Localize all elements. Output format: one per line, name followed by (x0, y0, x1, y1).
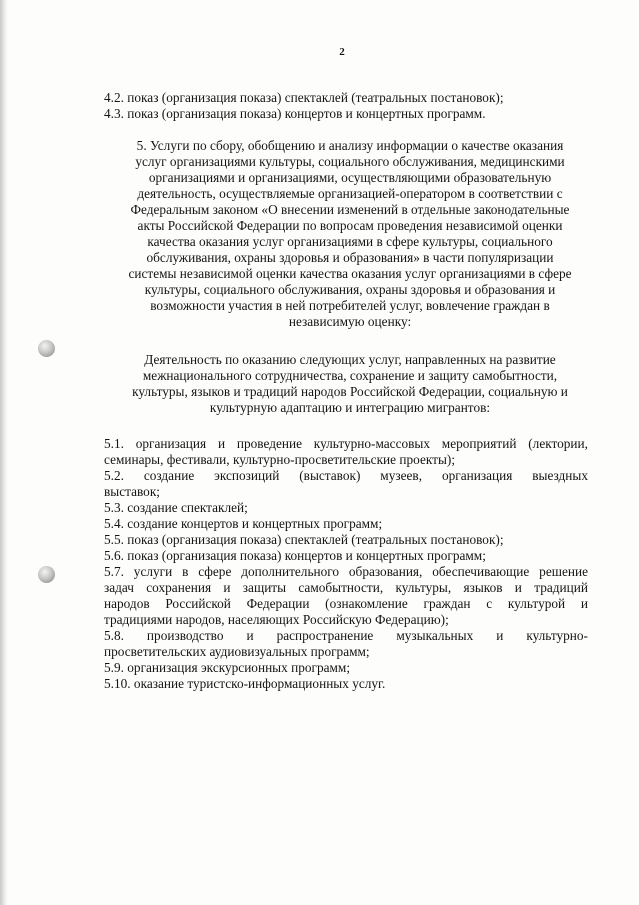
item-5-6: 5.6. показ (организация показа) концертов и концертных программ; (104, 548, 486, 563)
punch-hole-mark (38, 566, 55, 583)
section-5-heading-line: качества оказания услуг организациями в сфере культуры, социального (147, 234, 553, 249)
section-5-heading-line: акты Российской Федерации по вопросам проведения независимой оценки (137, 218, 563, 233)
item-5-10: 5.10. оказание туристско-информационных услуг. (104, 676, 386, 691)
item-4-3: 4.3. показ (организация показа) концертов и концертных программ. (104, 106, 486, 121)
section-5-heading-line: Федеральным законом «О внесении изменений в отдельные законодательные (130, 202, 570, 217)
item-5-3: 5.3. создание спектаклей; (104, 500, 248, 515)
item-5-2-line: выставок; (104, 484, 160, 499)
section-5-heading-line: деятельность, осуществляемые организацией-оператором в соответствии с (137, 186, 563, 201)
item-5-5: 5.5. показ (организация показа) спектаклей (театральных постановок); (104, 532, 504, 547)
item-5-8-line: просветительских аудиовизуальных программ; (104, 644, 370, 659)
item-5-9: 5.9. организация экскурсионных программ; (104, 660, 351, 675)
section-5-heading-line: организациями и организациями, осуществляющими образовательную (148, 170, 552, 185)
activity-heading-line: культурную адаптацию и интеграцию мигрантов: (209, 400, 491, 415)
page-number: 2 (339, 46, 345, 58)
scan-edge-shadow (0, 0, 8, 905)
item-5-1-line: семинары, фестивали, культурно-просветительские проекты); (104, 452, 456, 467)
item-5-4: 5.4. создание концертов и концертных программ; (104, 516, 383, 531)
item-5-7-line: традициями народов, населяющих Российскую Федерацию); (104, 612, 449, 627)
section-5-heading-line: системы независимой оценки качества оказания услуг организациями в сфере (128, 266, 572, 281)
section-5-heading-line: культуры, социального обслуживания, охраны здоровья и образования и (144, 282, 556, 297)
punch-hole-mark (38, 340, 55, 357)
item-4-2: 4.2. показ (организация показа) спектаклей (театральных постановок); (104, 90, 504, 105)
section-5-heading-line: независимую оценку: (288, 314, 412, 329)
activity-heading-line: культуры, языков и традиций народов Российской Федерации, социальную и (132, 384, 568, 399)
section-5-heading-line: услуг организациями культуры, социального обслуживания, медицинскими (135, 154, 565, 169)
section-5-heading-line: 5. Услуги по сбору, обобщению и анализу информации о качестве оказания (136, 138, 564, 153)
item-5-8-line: 5.8. производство и распространение музыкальных и культурно- (104, 628, 588, 643)
activity-heading-line: Деятельность по оказанию следующих услуг, направленных на развитие (144, 352, 556, 367)
item-5-2-line: 5.2. создание экспозиций (выставок) музеев, организация выездных (104, 468, 588, 483)
section-5-heading-line: возможности участия в ней потребителей услуг, вовлечение граждан в (150, 298, 550, 313)
activity-heading-line: межнационального сотрудничества, сохранение и защиту самобытности, (142, 368, 558, 383)
item-5-7-line: задач сохранения и защиты самобытности, культуры, языков и традиций (104, 580, 588, 595)
section-5-heading-line: обслуживания, охраны здоровья и образования» в части популяризации (146, 250, 554, 265)
item-5-1-line: 5.1. организация и проведение культурно-массовых мероприятий (лектории, (104, 436, 588, 451)
item-5-7-line: народов Российской Федерации (ознакомление граждан с культурой и (104, 596, 588, 611)
item-5-7-line: 5.7. услуги в сфере дополнительного образования, обеспечивающие решение (104, 564, 588, 579)
